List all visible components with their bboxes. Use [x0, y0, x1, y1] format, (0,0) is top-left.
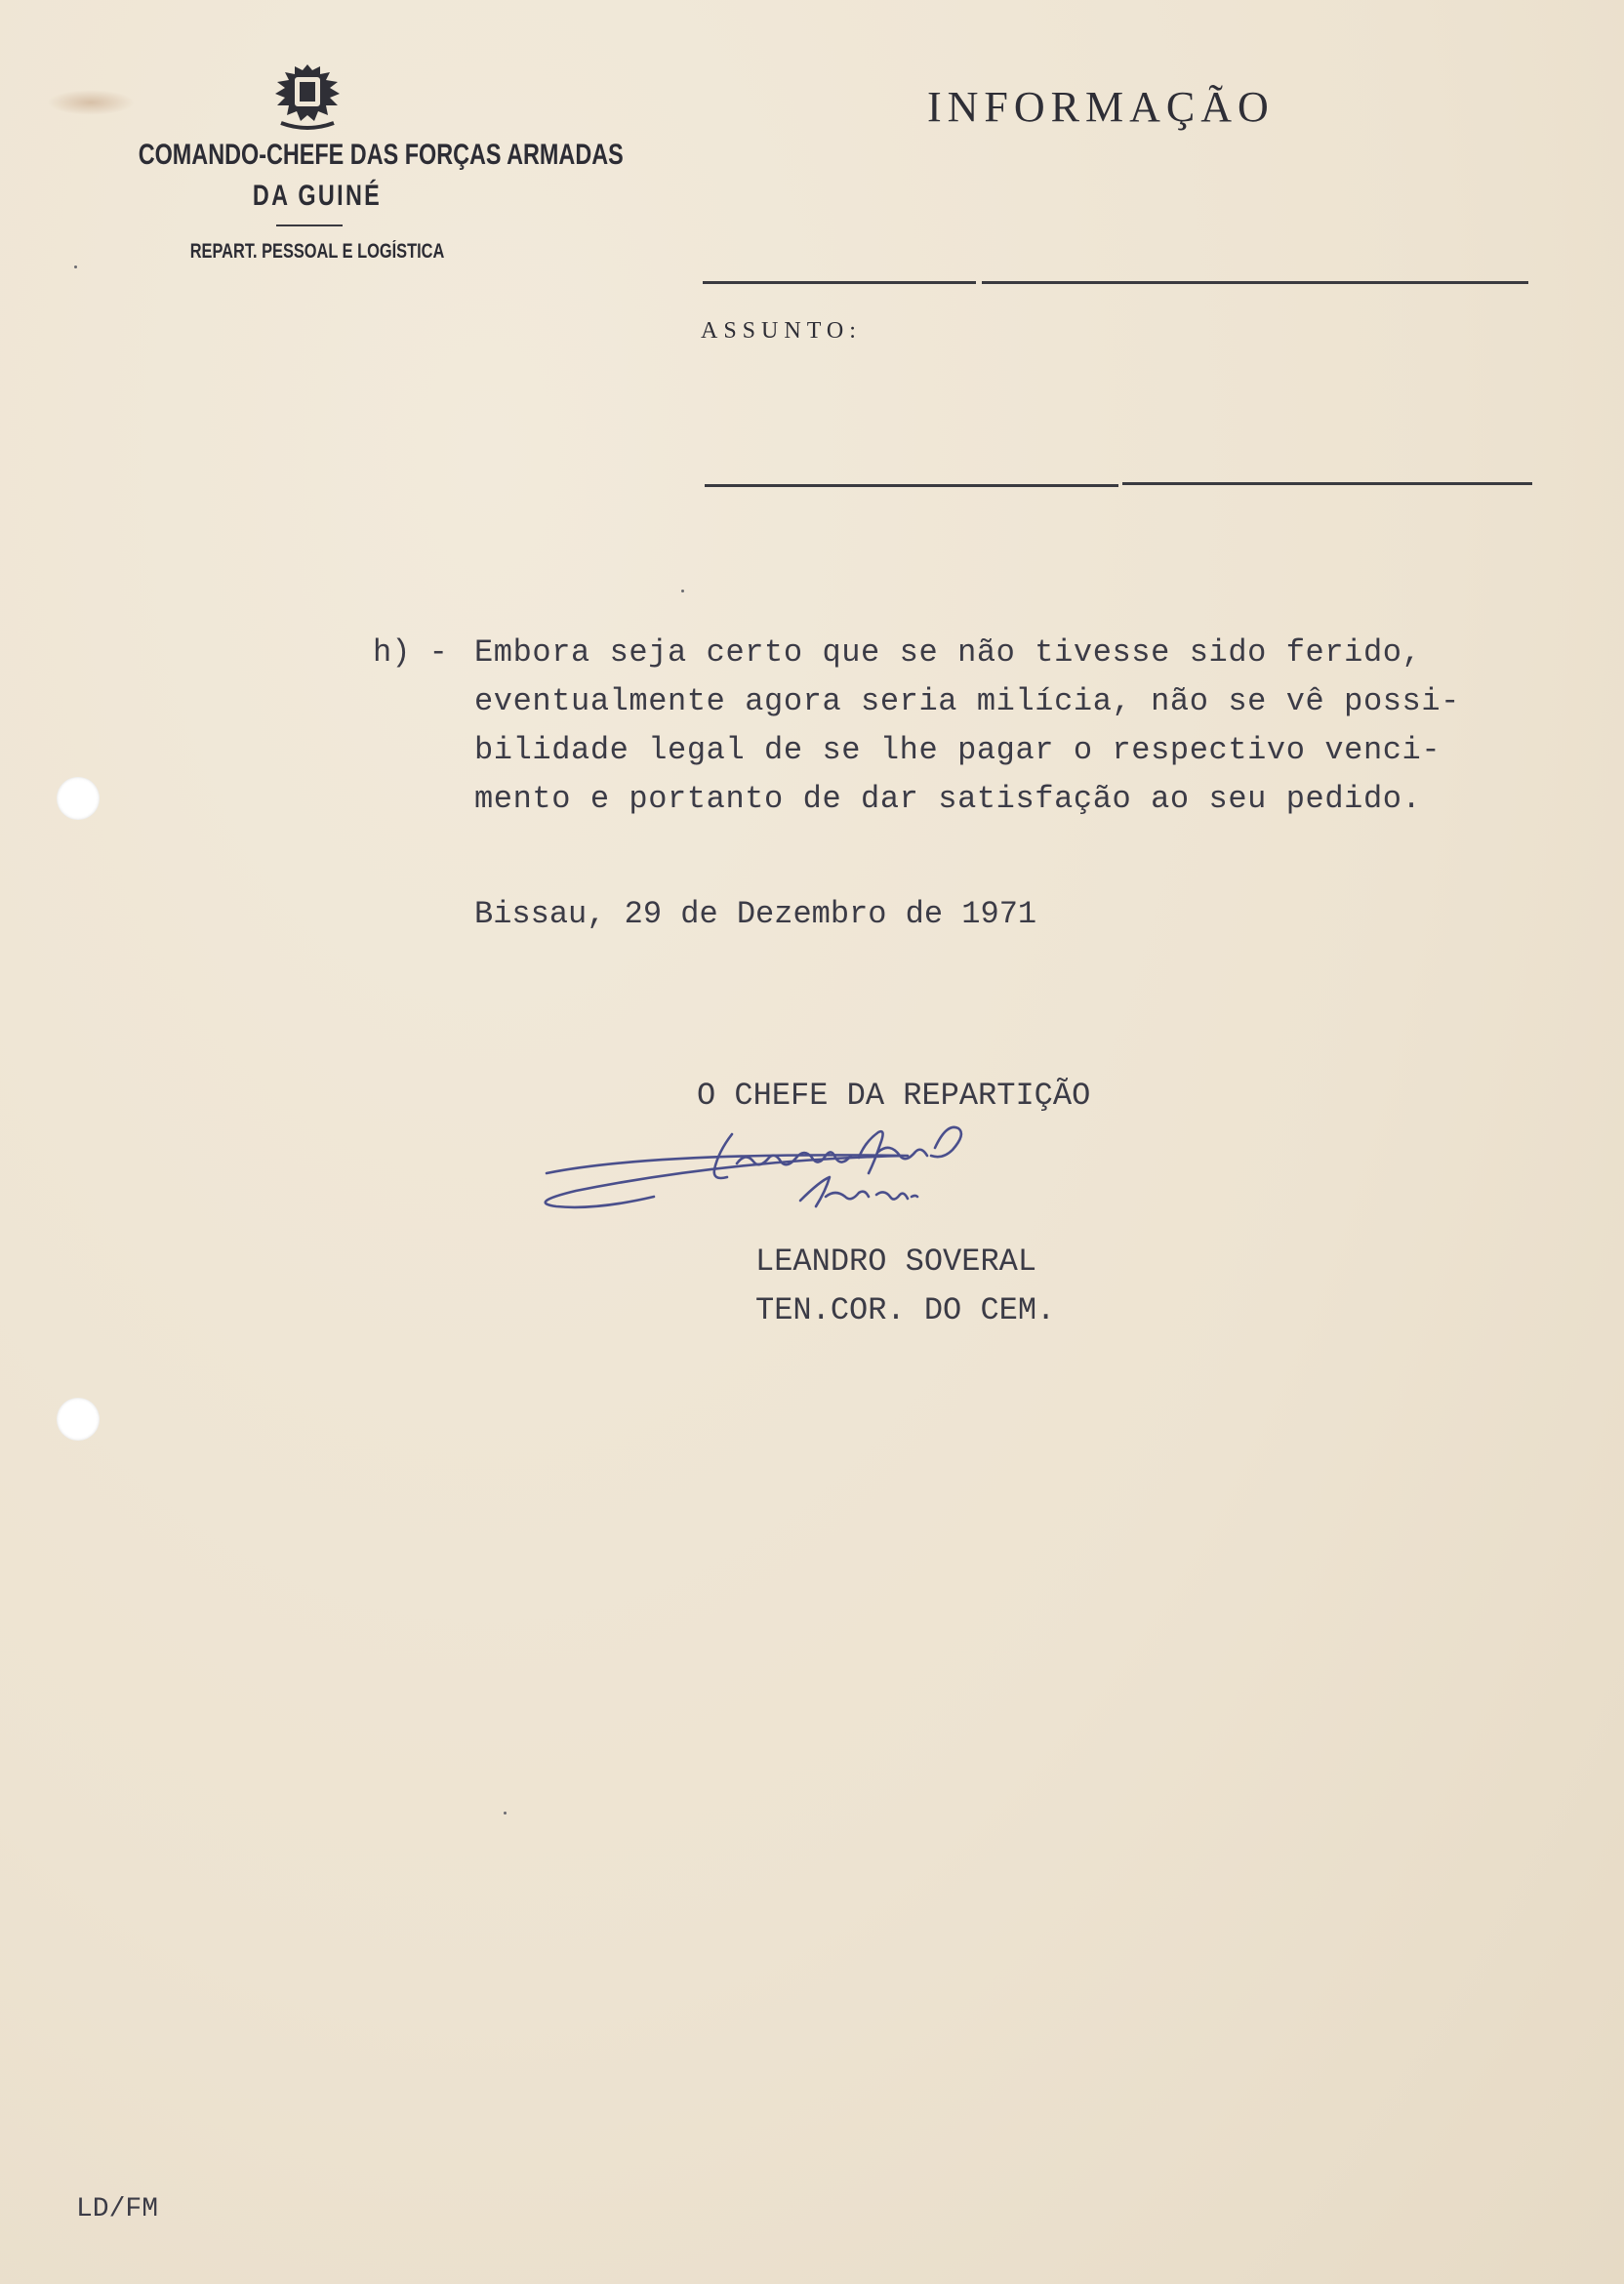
item-marker: h) -: [373, 634, 448, 671]
paper-speck: [504, 1812, 507, 1815]
paper-speck: [681, 590, 684, 592]
header-rule: [703, 281, 976, 284]
header-rule: [982, 281, 1528, 284]
body-line: eventualmente agora seria milícia, não se vê possi-: [474, 683, 1460, 719]
paper-stain: [47, 90, 135, 115]
organization-region: DA GUINÉ: [252, 180, 383, 212]
letterhead-divider: [276, 224, 343, 226]
department-name: REPART. PESSOAL E LOGÍSTICA: [189, 240, 445, 263]
subject-rule: [705, 484, 1118, 487]
subject-rule: [1122, 482, 1532, 485]
paper-speck: [74, 265, 77, 268]
body-line: Embora seja certo que se não tivesse sido ferido,: [474, 634, 1422, 671]
document-title: INFORMAÇÃO: [927, 83, 1275, 131]
date-line: Bissau, 29 de Dezembro de 1971: [474, 896, 1037, 932]
coat-of-arms-icon: [262, 59, 353, 133]
punch-hole: [57, 1398, 100, 1441]
reference-initials: LD/FM: [76, 2194, 159, 2224]
handwritten-signature: [537, 1113, 1142, 1240]
body-line: mento e portanto de dar satisfação ao seu pedido.: [474, 781, 1422, 817]
signatory-name: LEANDRO SOVERAL: [755, 1244, 1037, 1280]
organization-name: COMANDO-CHEFE DAS FORÇAS ARMADAS: [138, 139, 624, 171]
body-line: bilidade legal de se lhe pagar o respectivo venci-: [474, 732, 1441, 768]
signatory-title: O CHEFE DA REPARTIÇÃO: [697, 1078, 1091, 1114]
signatory-rank: TEN.COR. DO CEM.: [755, 1292, 1056, 1328]
subject-label: ASSUNTO:: [701, 318, 862, 344]
punch-hole: [57, 777, 100, 820]
